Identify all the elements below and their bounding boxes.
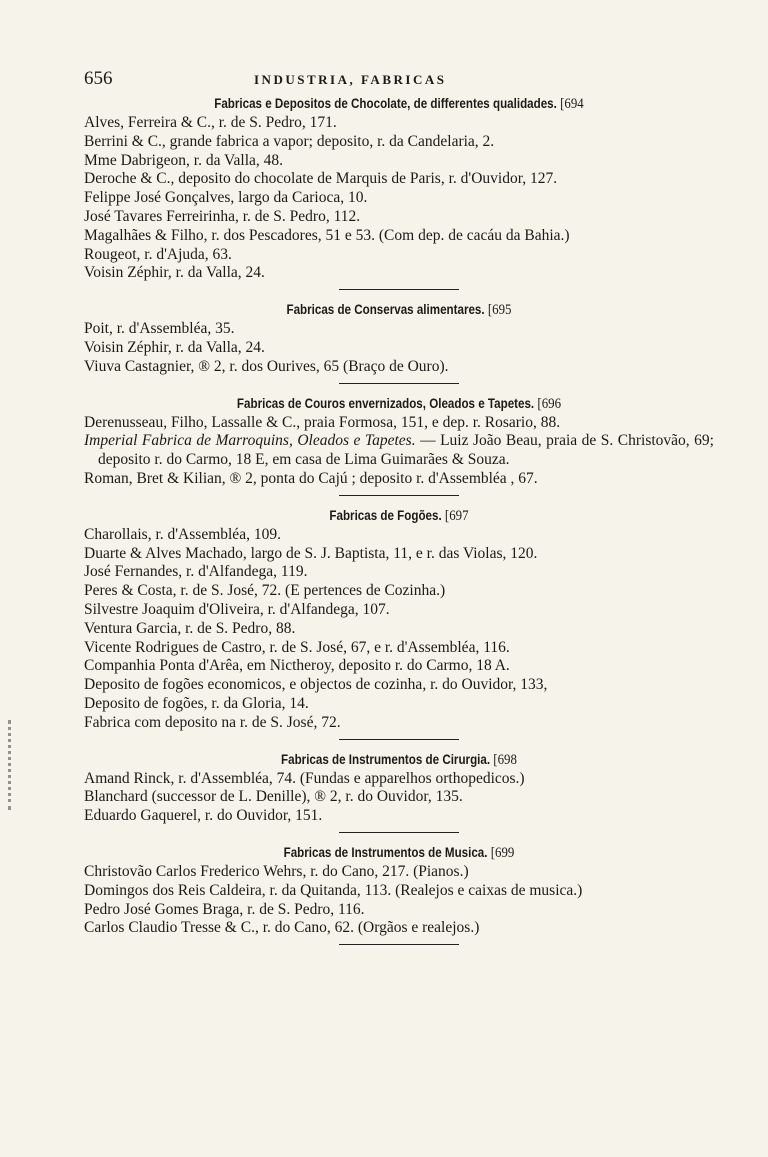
section-musica [84, 843, 714, 945]
list-item: Ventura Garcia, r. de S. Pedro, 88. [84, 619, 296, 637]
section-divider [339, 832, 459, 833]
page-number: 656 [84, 68, 113, 89]
section-heading: Fabricas de Instrumentos de Cirurgia. [698 [281, 751, 517, 768]
list-item: Duarte & Alves Machado, largo de S. J. Baptista, 11, e r. das Violas, 120. [84, 544, 538, 562]
margin-ink-mark [8, 720, 25, 810]
list-item: Blanchard (successor de L. Denille), ® 2, r. do Ouvidor, 135. [84, 788, 463, 806]
section-divider [339, 944, 459, 945]
running-head [84, 68, 714, 94]
list-item: Charollais, r. d'Assembléa, 109. [84, 525, 281, 543]
section-divider [339, 739, 459, 740]
section-heading: Fabricas e Depositos de Chocolate, de differentes qualidades. [694 [214, 96, 584, 112]
section-cirurgia [84, 750, 714, 833]
imperial-title: Imperial Fabrica de Marroquins, Oleados e Tapetes. [84, 432, 416, 450]
section-conservas [84, 300, 714, 383]
section-heading: Fabricas de Conservas alimentares. [695 [286, 302, 512, 319]
section-heading: Fabricas de Instrumentos de Musica. [699 [283, 844, 515, 861]
list-item: Alves, Ferreira & C., r. de S. Pedro, 171. [84, 114, 337, 131]
list-item: Voisin Zéphir, r. da Valla, 24. [84, 264, 265, 282]
list-item-imperial [84, 432, 714, 470]
list-item: Felippe José Gonçalves, largo da Carioca, 10. [84, 189, 368, 207]
page [84, 68, 714, 955]
list-item: Christovão Carlos Frederico Wehrs, r. do Cano, 217. (Pianos.) [84, 862, 469, 880]
section-couros [84, 394, 714, 496]
list-item: Poit, r. d'Assembléa, 35. [84, 320, 235, 338]
section-chocolate [84, 94, 714, 290]
list-item: Deposito de fogões economicos, e objectos de cozinha, r. do Ouvidor, 133, [84, 676, 548, 694]
list-item: Rougeot, r. d'Ajuda, 63. [84, 245, 232, 263]
imperial-details: — Luiz João Beau, praia de S. Christovão, 69; deposito r. do Carmo, 18 E, em casa de Lima Guimarães & Souza. [98, 432, 714, 469]
section-heading: Fabricas de Fogões. [697 [329, 507, 469, 524]
list-item: Fabrica com deposito na r. de S. José, 72. [84, 713, 341, 731]
section-divider [339, 383, 459, 384]
list-item: Voisin Zéphir, r. da Valla, 24. [84, 338, 265, 356]
list-item: Vicente Rodrigues de Castro, r. de S. José, 67, e r. d'Assembléa, 116. [84, 638, 510, 656]
list-item: Roman, Bret & Kilian, ® 2, ponta do Cajú ; deposito r. d'Assembléa , 67. [84, 469, 538, 487]
list-item: Derenusseau, Filho, Lassalle & C., praia Formosa, 151, e dep. r. Rosario, 88. [84, 413, 561, 431]
list-item: José Fernandes, r. d'Alfandega, 119. [84, 563, 308, 581]
section-fogoes [84, 506, 714, 740]
list-item: Carlos Claudio Tresse & C., r. do Cano, 62. (Orgãos e realejos.) [84, 919, 480, 937]
list-item: Silvestre Joaquim d'Oliveira, r. d'Alfandega, 107. [84, 600, 390, 618]
list-item: José Tavares Ferreirinha, r. de S. Pedro, 112. [84, 207, 361, 225]
list-item: Eduardo Gaquerel, r. do Ouvidor, 151. [84, 807, 323, 825]
section-divider [339, 289, 459, 290]
section-heading: Fabricas de Couros envernizados, Oleados e Tapetes. [696 [236, 395, 562, 412]
list-item: Deposito de fogões, r. da Gloria, 14. [84, 694, 309, 712]
list-item: Pedro José Gomes Braga, r. de S. Pedro, 116. [84, 900, 365, 918]
running-title: INDUSTRIA, FABRICAS [254, 72, 447, 87]
list-item: Viuva Castagnier, ® 2, r. dos Ourives, 65 (Braço de Ouro). [84, 357, 449, 375]
list-item: Companhia Ponta d'Arêa, em Nictheroy, deposito r. do Carmo, 18 A. [84, 657, 510, 675]
list-item: Peres & Costa, r. de S. José, 72. (E pertences de Cozinha.) [84, 582, 446, 600]
list-item: Magalhães & Filho, r. dos Pescadores, 51 e 53. (Com dep. de cacáu da Bahia.) [84, 226, 570, 244]
list-item: Deroche & C., deposito do chocolate de Marquis de Paris, r. d'Ouvidor, 127. [84, 170, 558, 188]
list-item: Domingos dos Reis Caldeira, r. da Quitanda, 113. (Realejos e caixas de musica.) [84, 881, 583, 899]
section-divider [339, 495, 459, 496]
list-item: Mme Dabrigeon, r. da Valla, 48. [84, 151, 284, 169]
list-item: Berrini & C., grande fabrica a vapor; deposito, r. da Candelaria, 2. [84, 132, 495, 150]
list-item: Amand Rinck, r. d'Assembléa, 74. (Fundas e apparelhos orthopedicos.) [84, 769, 525, 787]
